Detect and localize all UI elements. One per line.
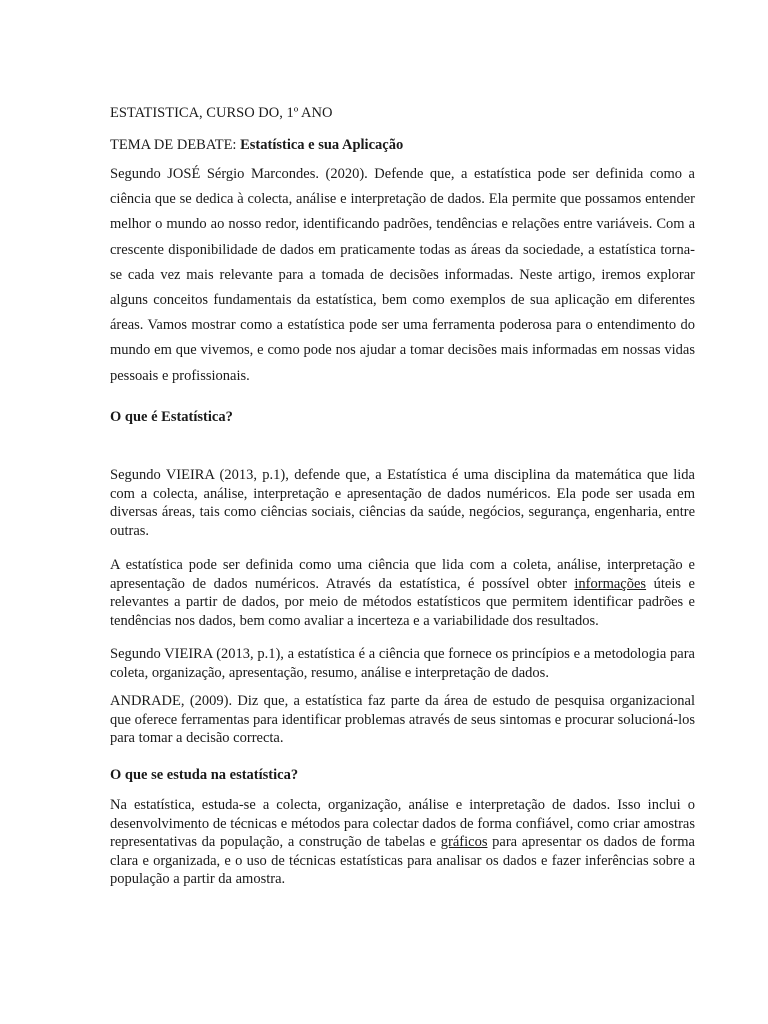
intro-paragraph: Segundo JOSÉ Sérgio Marcondes. (2020). Defende que, a estatística pode ser definida como a ciência que se dedica à colecta, análise e interpretação de dados. Ela permite que possamos entender melhor o mundo ao nosso redor, identificando padrões, tendências e relações entre variáveis. Com a crescente disponibilidade de dados em praticamente todas as áreas da sociedade, a estatística torna-se cada vez mais relevante para a tomada de decisões informadas. Neste artigo, iremos explorar alguns conceitos fundamentais da estatística, bem como exemplos de sua aplicação em diferentes áreas. Vamos mostrar como a estatística pode ser uma ferramenta poderosa para o entendimento do mundo em que vivemos, e como pode nos ajudar a tomar decisões mais informadas em nossas vidas pessoais e profissionais. — [110, 166, 695, 384]
debate-topic — [110, 135, 695, 155]
section1-p3-block — [110, 645, 695, 682]
course-header: ESTATISTICA, CURSO DO, 1º ANO — [110, 105, 333, 121]
section1-paragraph-1: Segundo VIEIRA (2013, p.1), defende que, a Estatística é uma disciplina da matemática que lida com a colecta, análise, interpretação e apresentação de dados numéricos. Ela pode ser usada em diversas áreas, tais como ciências sociais, ciências da saúde, negócios, segurança, engenharia, entre outras. — [110, 467, 695, 539]
section2-paragraph-1 — [110, 796, 695, 889]
section1-paragraph-4: ANDRADE, (2009). Diz que, a estatística faz parte da área de estudo de pesquisa organizacional que oferece ferramentas para identificar problemas através de seus sintomas e procurar solucioná-los para tomar a decisão correcta. — [110, 693, 695, 747]
section-title-what-is-studied: O que se estuda na estatística? — [110, 767, 299, 783]
section1-title-block — [110, 407, 695, 427]
section1-paragraph-2 — [110, 556, 695, 630]
section2-title-block — [110, 765, 695, 785]
topic-block — [110, 135, 695, 155]
intro-block — [110, 162, 695, 389]
section1-paragraph-3: Segundo VIEIRA (2013, p.1), a estatística é a ciência que fornece os princípios e a metodologia para coleta, organização, apresentação, resumo, análise e interpretação de dados. — [110, 646, 695, 681]
document-page — [110, 0, 695, 1024]
topic-prefix: TEMA DE DEBATE: — [110, 137, 241, 153]
topic-title: Estatística e sua Aplicação — [240, 137, 404, 153]
section-title-what-is-statistics: O que é Estatística? — [110, 409, 233, 425]
section1-p2-block — [110, 556, 695, 630]
section2-p1-block — [110, 796, 695, 889]
header-block — [110, 103, 695, 123]
section2-p1-text-b: para apresentar os dados de forma clara e organizada, e o uso de técnicas estatísticas para analisar os dados e fazer inferências sobre a população a partir da amostra. — [110, 834, 695, 888]
section1-p2-text-b: úteis e relevantes a partir de dados, por meio de métodos estatísticos que permitem identificar padrões e tendências nos dados, bem como avaliar a incerteza e a variabilidade dos resultados. — [110, 575, 695, 629]
section2-p1-text-a: Na estatística, estuda-se a colecta, organização, análise e interpretação de dados. Isso inclui o desenvolvimento de técnicas e métodos para colectar dados de forma confiável, como criar amostras representativas da população, a construção de tabelas e — [110, 797, 695, 851]
informacoes-link[interactable]: informações — [574, 575, 647, 592]
graficos-link[interactable]: gráficos — [440, 834, 488, 851]
section1-p2-text-a: A estatística pode ser definida como uma ciência que lida com a coleta, análise, interpretação e apresentação de dados numéricos. Através da estatística, é possível obter — [110, 557, 695, 592]
section1-p1-block — [110, 466, 695, 540]
section1-p4-block — [110, 692, 695, 748]
